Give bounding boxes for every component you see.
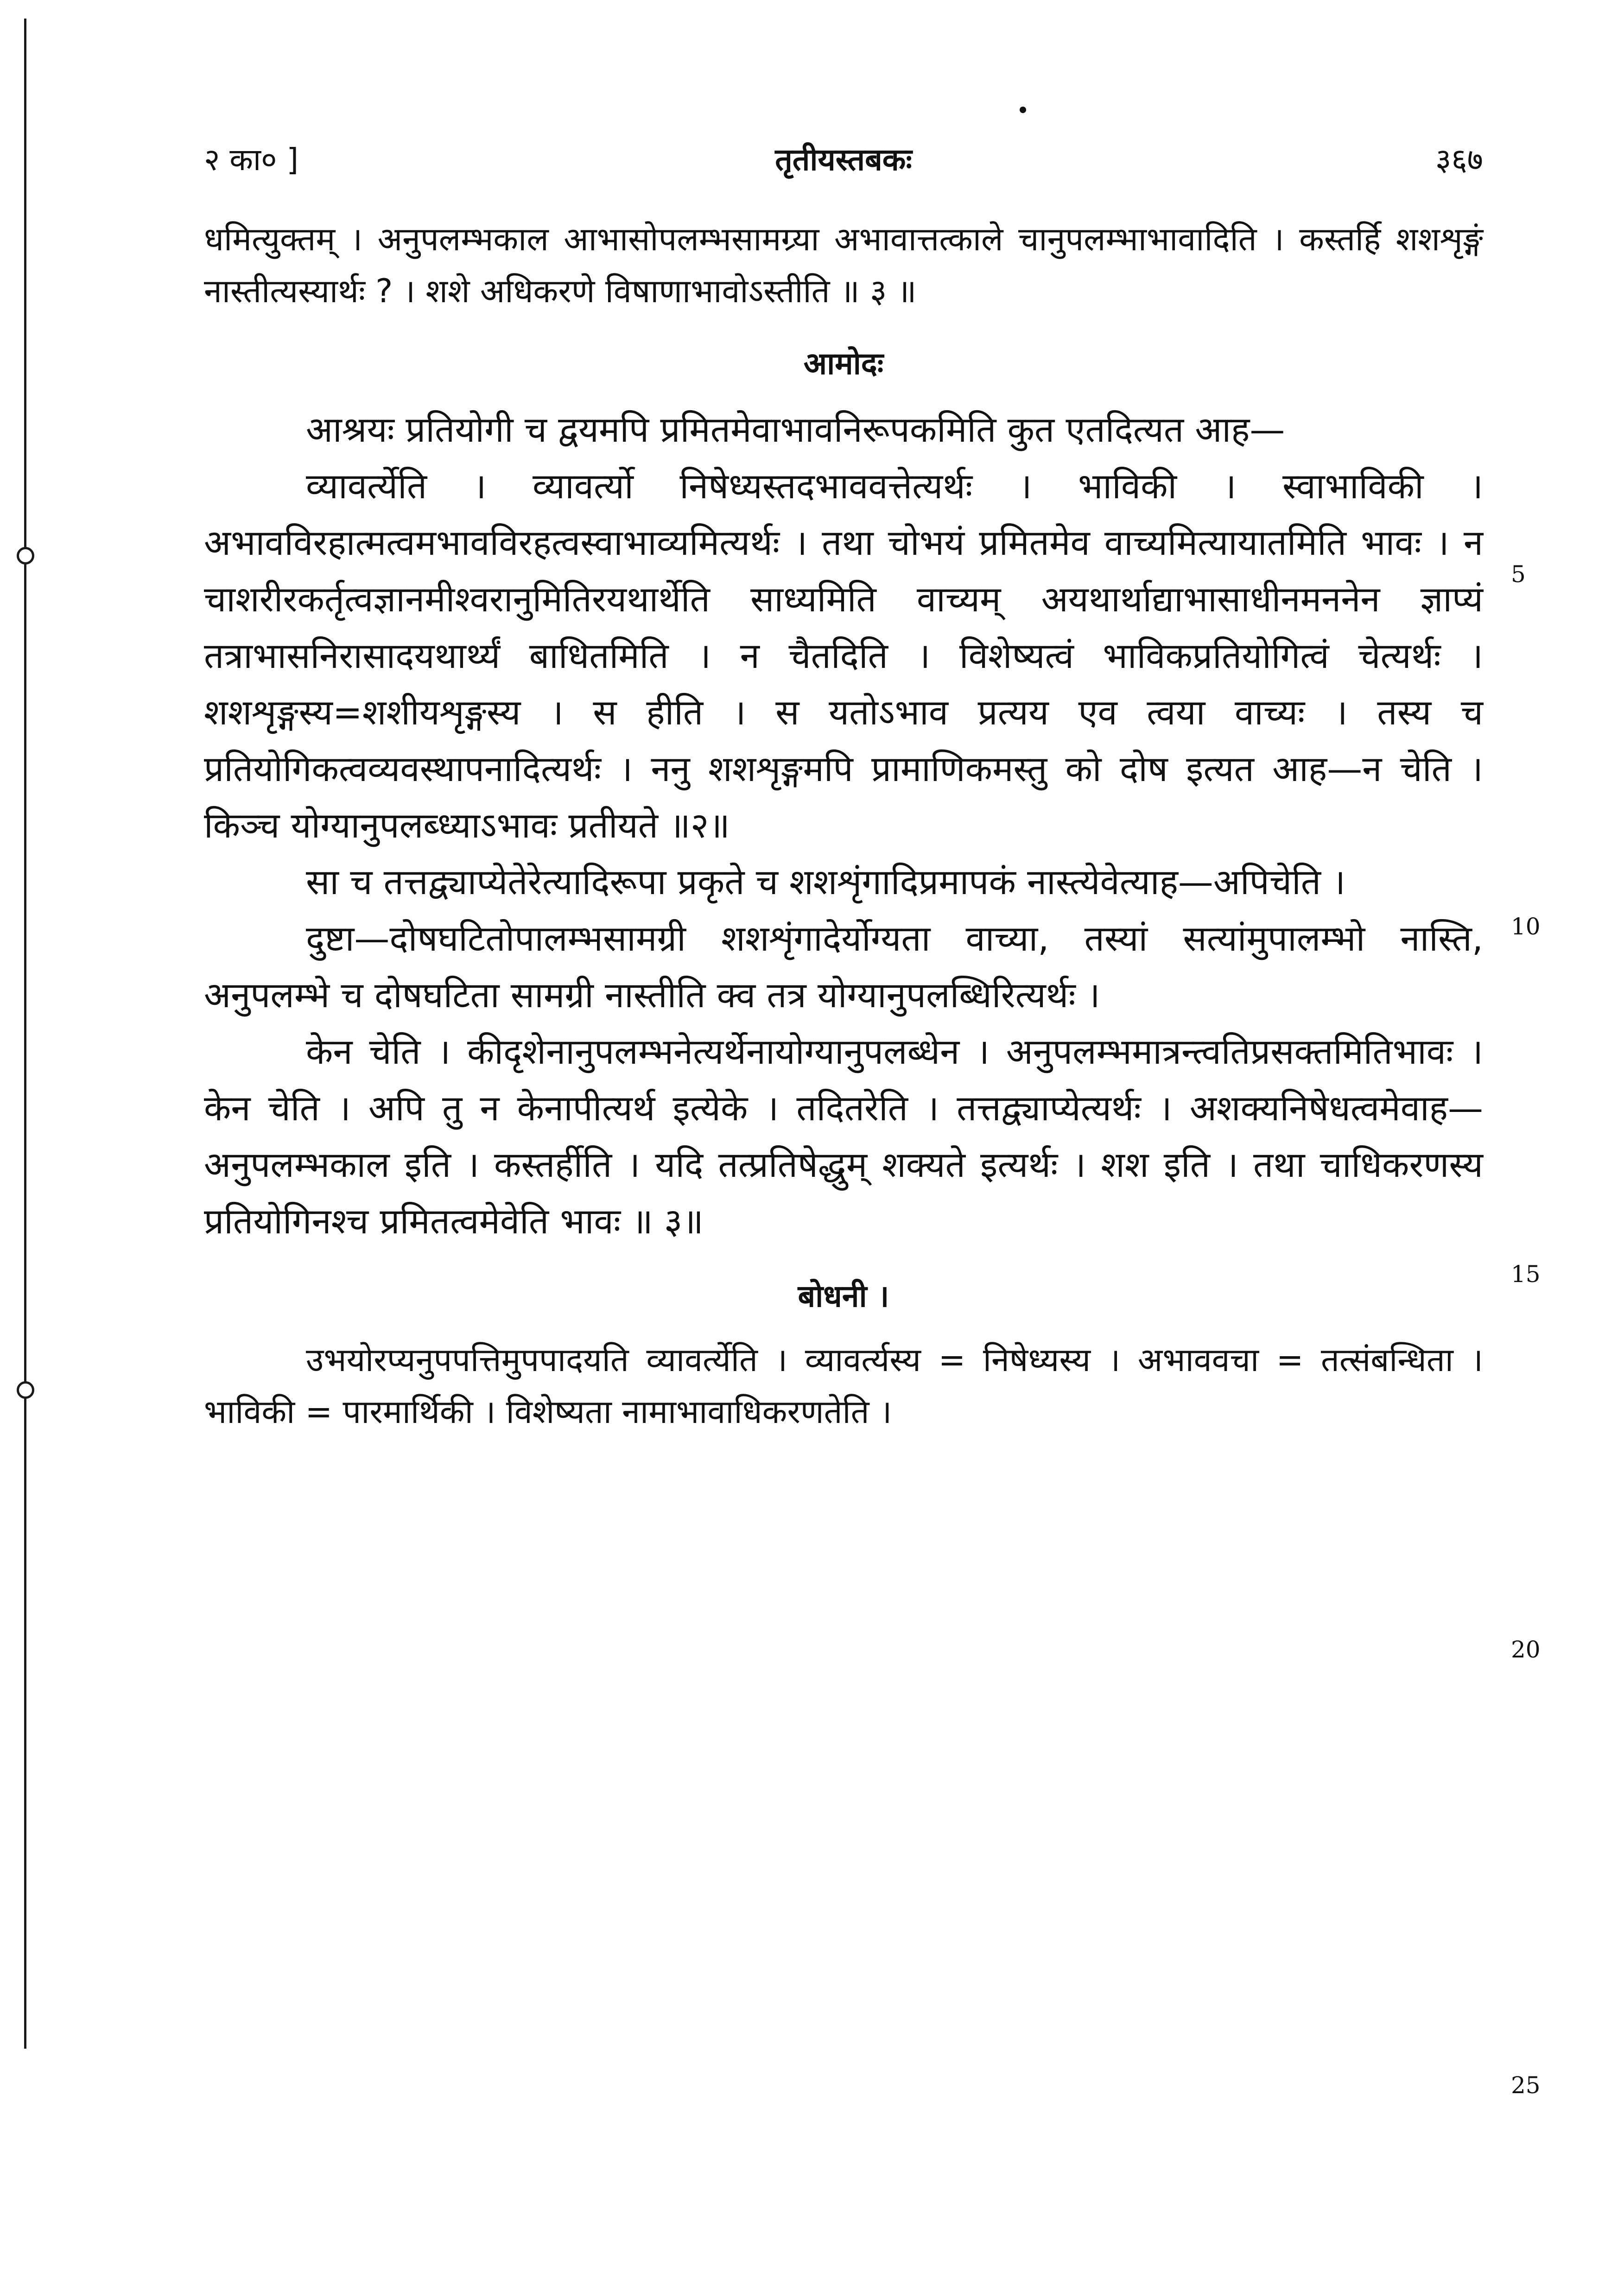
amoda-paragraph: सा च तत्तद्व्याप्येतेरेत्यादिरूपा प्रकृते च शशशृंगादिप्रमापकं नास्त्येवेत्याह—अपिचेति । bbox=[306, 861, 1346, 902]
amoda-paragraph: आश्रयः प्रतियोगी च द्वयमपि प्रमितमेवाभावनिरूपकमिति कुत एतदित्यत आह— bbox=[306, 409, 1285, 450]
line-number: 25 bbox=[1511, 2072, 1541, 2099]
binding-ring-mark bbox=[17, 1381, 34, 1399]
binding-edge-line bbox=[24, 19, 26, 2049]
line-number: 5 bbox=[1511, 561, 1526, 588]
amoda-paragraph: व्यावर्त्येति । व्यावर्त्यो निषेध्यस्तदभाववत्तेत्यर्थः । भाविकी । स्वाभाविकी । अभावविरहात्मत्वमभावविरहत्वस्वाभाव्यमित्यर्थः । तथा चोभयं प्रमितमेव वाच्यमित्यायातमिति भावः । न चाशरीरकर्तृत्वज्ञानमीश्वरानुमितिरयथार्थेति साध्यमिति वाच्यम् अयथार्थाद्याभासाधीनमननेन ज्ञाप्यं तत्राभासनिरासादयथार्थ्यं बाधितमिति । न चैतदिति । विशेष्यत्वं भाविकप्रतियोगित्वं चेत्यर्थः । शशशृङ्गस्य=शशीयशृङ्गस्य । स हीति । स यतोऽभाव प्रत्यय एव त्वया वाच्यः । तस्य च प्रतियोगिकत्वव्यवस्थापनादित्यर्थः । ननु शशशृङ्गमपि प्रामाणिकमस्तु को दोष इत्यत आह—न चेति । किञ्च योग्यानुपलब्ध्याऽभावः प्रतीयते ॥२॥ bbox=[204, 465, 1483, 846]
header-title: तृतीयस्तबकः bbox=[775, 142, 912, 178]
header-section-ref: २ का० ] bbox=[204, 142, 299, 178]
binding-ring-mark bbox=[17, 547, 34, 565]
page-body bbox=[204, 213, 1483, 2114]
ink-speck bbox=[1020, 107, 1026, 113]
running-header bbox=[204, 134, 1483, 185]
page-number: ३६७ bbox=[1435, 142, 1483, 178]
amoda-paragraph: केन चेति । कीदृशेनानुपलम्भनेत्यर्थेनायोग्यानुपलब्धेन । अनुपलम्भमात्रन्त्वतिप्रसक्तमितिभावः । केन चेति । अपि तु न केनापीत्यर्थ इत्येके । तदितरेति । तत्तद्व्याप्येत्यर्थः । अशक्यनिषेधत्वमेवाह—अनुपलम्भकाल इति । कस्तर्हीति । यदि तत्प्रतिषेद्धुम् शक्यते इत्यर्थः । शश इति । तथा चाधिकरणस्य प्रतियोगिनश्च प्रमितत्वमेवेति भावः ॥ ३॥ bbox=[204, 1031, 1483, 1242]
intro-paragraph: धमित्युक्तम् । अनुपलम्भकाल आभासोपलम्भसामग्र्या अभावात्तत्काले चानुपलम्भाभावादिति । कस्तर्हि शशशृङ्गं नास्तीत्यस्यार्थः ? । शशे अधिकरणे विषाणाभावोऽस्तीति ॥ ३ ॥ bbox=[204, 220, 1483, 310]
section-heading-bodhani: बोधनी । bbox=[798, 1278, 889, 1314]
line-number: 10 bbox=[1511, 913, 1541, 940]
bodhani-paragraph: उभयोरप्यनुपपत्तिमुपपादयति व्यावर्त्येति । व्यावर्त्यस्य = निषेध्यस्य । अभाववचा = तत्संबन्धिता । भाविकी = पारमार्थिकी । विशेष्यता नामाभावाधिकरणतेति । bbox=[204, 1341, 1483, 1431]
line-number: 20 bbox=[1511, 1636, 1541, 1663]
section-heading-amoda: आमोदः bbox=[803, 346, 884, 381]
line-number: 15 bbox=[1511, 1261, 1541, 1288]
amoda-paragraph: दुष्टा—दोषघटितोपालम्भसामग्री शशशृंगादेर्योग्यता वाच्या, तस्यां सत्यांमुपालम्भो नास्ति, अनुपलम्भे च दोषघटिता सामग्री नास्तीति क्व तत्र योग्यानुपलब्धिरित्यर्थः । bbox=[204, 918, 1483, 1016]
